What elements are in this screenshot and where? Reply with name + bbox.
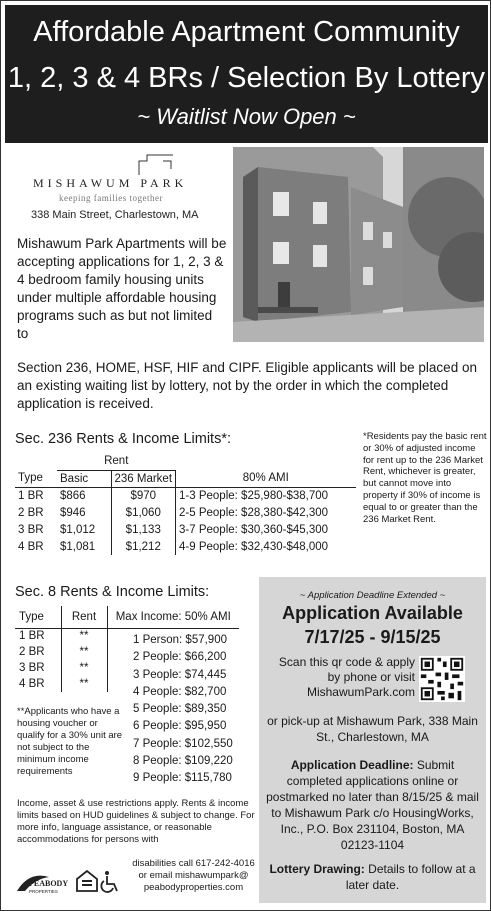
income-limits-list: [133, 632, 233, 788]
type-header: Type: [15, 470, 57, 487]
rent-group-header: Rent: [104, 455, 129, 468]
ami-cell: 4-9 People: $32,430-$48,000: [176, 538, 356, 555]
accessibility-icon: [101, 871, 117, 892]
rent-cell: **: [61, 676, 107, 692]
logo-name: MISHAWUM PARK: [33, 176, 188, 190]
banner-waitlist: ~ Waitlist Now Open ~: [137, 104, 356, 129]
sec236-heading: Sec. 236 Rents & Income Limits*:: [15, 431, 231, 447]
rent-header: Rent: [61, 606, 107, 628]
ami-header: 80% AMI: [176, 470, 356, 487]
application-panel: [259, 577, 486, 903]
svg-text:PROPERTIES: PROPERTIES: [29, 889, 58, 894]
basic-cell: $946: [60, 506, 86, 519]
restrictions-note: Income, asset & use restrictions apply. Rents & income limits based on HUD guidelines & subject to change. For more info, language assistance, or reasonable accommodations for persons with: [17, 798, 255, 845]
deadline-text: Submit completed applications online or postmarked no later than 8/15/25 & mail to Mishawum Park c/o HousingWorks, Inc., P.O. Box 231104, Boston, MA 02123-1104: [266, 758, 479, 852]
qr-code-icon[interactable]: [419, 656, 465, 702]
market-cell: $1,212: [111, 538, 176, 555]
application-dates: 7/17/25 - 9/15/25: [304, 627, 441, 647]
market-header: 236 Market: [111, 470, 176, 487]
type-cell: 1 BR: [18, 489, 44, 502]
list-item: 5 People: $89,350: [133, 703, 227, 716]
sec236-note: *Residents pay the basic rent or 30% of adjusted income for rent up to the 236 Market Rent, whichever is greater, but cannot move into property if 30% of income is equal to or greater than the 236 Market Rent.: [363, 431, 487, 525]
type-header: Type: [15, 606, 61, 628]
building-photo: [233, 147, 484, 342]
pickup-text: or pick-up at Mishawum Park, 338 Main St., Charlestown, MA: [267, 714, 478, 744]
list-item: 6 People: $95,950: [133, 720, 227, 733]
table-row: [15, 504, 356, 521]
banner-subtitle: 1, 2, 3 & 4 BRs / Selection By Lottery: [7, 62, 486, 94]
list-item: 9 People: $115,780: [133, 772, 232, 785]
intro-paragraph: Mishawum Park Apartments will be accepting applications for 1, 2, 3 & 4 bedroom family housing units under multiple affordable housing programs such as but not limited to: [17, 236, 227, 341]
voucher-note: **Applicants who have a housing voucher or qualify for a 30% unit are not subject to the minimum income requirements: [17, 706, 123, 777]
property-address: 338 Main Street, Charlestown, MA: [31, 209, 199, 221]
market-cell: $1,133: [111, 521, 176, 538]
sec236-table: [15, 453, 356, 555]
type-cell: 2 BR: [18, 506, 44, 519]
svg-text:PEABODY: PEABODY: [29, 879, 69, 888]
deadline-extended-label: ~ Application Deadline Extended ~: [299, 590, 446, 601]
rent-cell: **: [61, 660, 107, 676]
list-item: 2 People: $66,200: [133, 651, 227, 664]
lottery-text: Details to follow at a later date.: [345, 862, 476, 892]
ami-cell: 2-5 People: $28,380-$42,300: [176, 504, 356, 521]
list-item: 1 Person: $57,900: [133, 634, 227, 646]
type-cell: 1 BR: [19, 630, 45, 643]
application-available-title: Application Available: [282, 603, 463, 623]
logo-bracket-icon: [133, 153, 179, 175]
scan-instructions: [269, 655, 415, 700]
list-item: 3 People: $74,445: [133, 668, 227, 681]
rent-cell: **: [61, 644, 107, 660]
market-cell: $970: [111, 487, 176, 504]
lottery-label: Lottery Drawing:: [269, 862, 365, 876]
sec8-heading: Sec. 8 Rents & Income Limits:: [15, 584, 210, 600]
header-banner: [5, 5, 488, 143]
ami-cell: 1-3 People: $25,980-$38,700: [176, 487, 356, 504]
basic-cell: $866: [60, 489, 86, 502]
market-cell: $1,060: [111, 504, 176, 521]
list-item: 8 People: $109,220: [133, 755, 233, 768]
deadline-block: [265, 757, 480, 853]
type-cell: 3 BR: [18, 523, 44, 536]
intro-paragraph-continued: Section 236, HOME, HSF, HIF and CIPF. Eligible applicants will be placed on an existing waiting list by lottery, not by the order in which the completed application is received.: [17, 360, 477, 411]
type-cell: 4 BR: [18, 540, 44, 553]
contact-note: disabilities call 617-242-4016 or email mishawumpark@ peabodyproperties.com: [132, 858, 255, 893]
max-income-header: Max Income: 50% AMI: [107, 606, 239, 628]
type-cell: 3 BR: [19, 662, 45, 674]
table-row: [15, 521, 356, 538]
basic-cell: $1,012: [60, 523, 96, 536]
peabody-logo-icon: [17, 876, 68, 894]
type-cell: 2 BR: [19, 646, 45, 658]
rent-cell: **: [61, 628, 107, 644]
footer-logos: [15, 867, 130, 897]
equal-housing-icon: [77, 871, 97, 891]
basic-header: Basic: [57, 470, 111, 487]
deadline-label: Application Deadline:: [290, 758, 414, 772]
logo-tagline: keeping families together: [59, 193, 163, 203]
scan-text: Scan this qr code & apply by phone or visit: [278, 655, 415, 684]
mishawum-park-logo: [21, 151, 211, 216]
banner-title: Affordable Apartment Community: [33, 16, 460, 48]
list-item: 7 People: $102,550: [133, 737, 233, 750]
lottery-block: [265, 861, 480, 893]
table-row: [15, 487, 356, 504]
list-item: 4 People: $82,700: [133, 685, 227, 698]
basic-cell: $1,081: [60, 540, 96, 553]
type-cell: 4 BR: [19, 678, 45, 690]
table-row: [15, 538, 356, 555]
ami-cell: 3-7 People: $30,360-$45,300: [176, 521, 356, 538]
website-link[interactable]: MishawumPark.com: [306, 685, 415, 699]
